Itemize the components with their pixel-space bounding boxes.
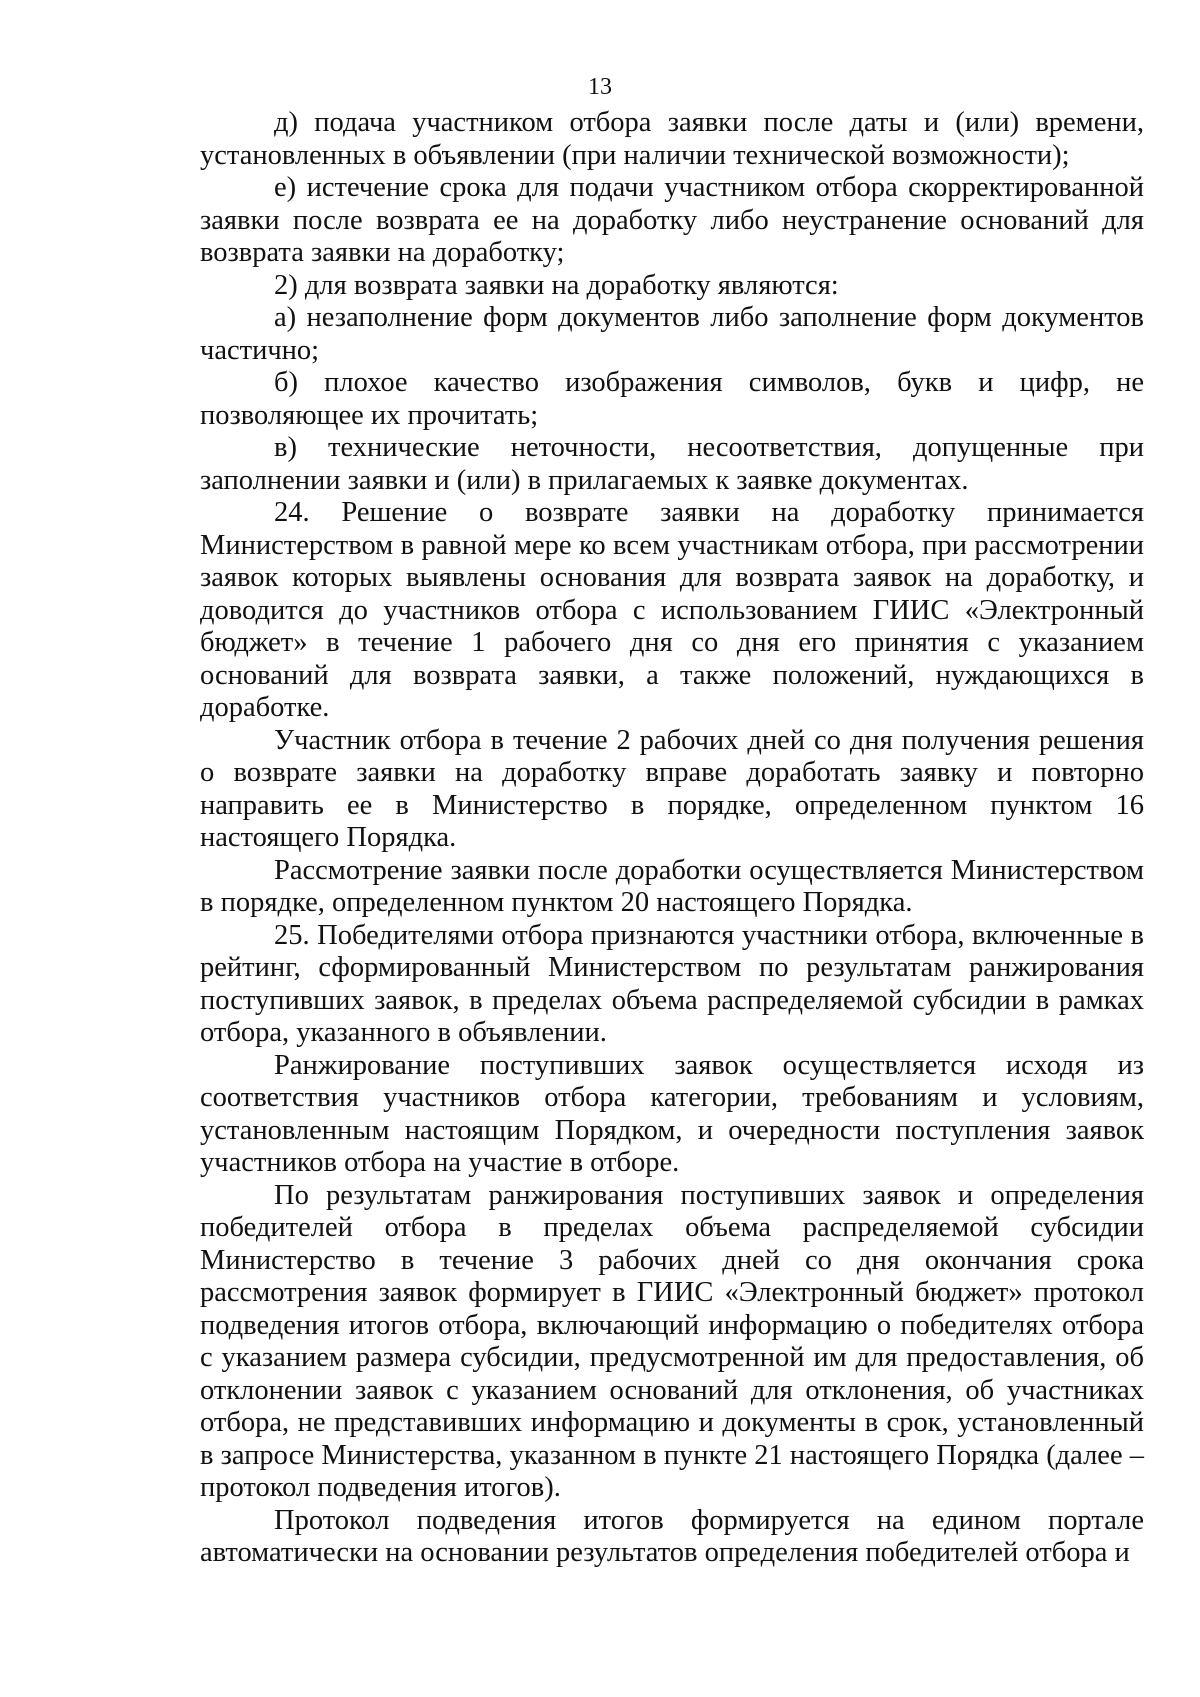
paragraph-25-winners: 25. Победителями отбора признаются участники отбора, включенные в рейтинг, сформированный Министерством по результатам ранжирования поступивших заявок, в пределах объема распределяемой субсидии в рамках отбора, указанного в объявлении. [200,919,1144,1048]
paragraph-e-correction-deadline: е) истечение срока для подачи участником отбора скорректированной заявки после возврата ее на доработку либо неустранение оснований для возврата заявки на доработку; [200,172,1144,268]
paragraph-rework-period: Участник отбора в течение 2 рабочих дней со дня получения решения о возврате заявки на доработку вправе доработать заявку и повторно направить ее в Министерство в порядке, определенном пунктом 16 настоящего Порядка. [200,724,1144,853]
page-number: 13 [588,74,612,100]
document-body [200,107,1144,1570]
paragraph-v-technical-errors: в) технические неточности, несоответствия, допущенные при заполнении заявки и (или) в прилагаемых к заявке документах. [200,432,1144,496]
paragraph-ranking: Ранжирование поступивших заявок осуществляется исходя из соответствия участников отбора категории, требованиям и условиям, установленным настоящим Порядком, и очередности поступления заявок участников отбора на участие в отборе. [200,1049,1144,1178]
paragraph-results-protocol: По результатам ранжирования поступивших заявок и определения победителей отбора в пределах объема распределяемой субсидии Министерство в течение 3 рабочих дней со дня окончания срока рассмотрения заявок формирует в ГИИС «Электронный бюджет» протокол подведения итогов отбора, включающий информацию о победителях отбора с указанием размера субсидии, предусмотренной им для предоставления, об отклонении заявок с указанием оснований для отклонения, об участниках отбора, не представивших информацию и документы в срок, установленный в запросе Министерства, указанном в пункте 21 настоящего Порядка (далее – протокол подведения итогов). [200,1179,1144,1503]
paragraph-return-grounds-heading: 2) для возврата заявки на доработку являются: [274,269,839,301]
paragraph-d-late-submission: д) подача участником отбора заявки после даты и (или) времени, установленных в объявлении (при наличии технической возможности); [200,107,1144,171]
paragraph-a-unfilled-forms: а) незаполнение форм документов либо заполнение форм документов частично; [200,302,1144,366]
paragraph-b-poor-quality: б) плохое качество изображения символов, букв и цифр, не позволяющее их прочитать; [200,367,1144,431]
paragraph-review-after-rework: Рассмотрение заявки после доработки осуществляется Министерством в порядке, определенном пунктом 20 настоящего Порядка. [200,854,1144,918]
paragraph-protocol-formation: Протокол подведения итогов формируется на едином портале автоматически на основании результатов определения победителей отбора и [200,1504,1144,1568]
paragraph-24-return-decision: 24. Решение о возврате заявки на доработку принимается Министерством в равной мере ко всем участникам отбора, при рассмотрении заявок которых выявлены основания для возврата заявок на доработку, и доводится до участников отбора с использованием ГИИС «Электронный бюджет» в течение 1 рабочего дня со дня его принятия с указанием оснований для возврата заявки, а также положений, нуждающихся в доработке. [200,497,1144,723]
